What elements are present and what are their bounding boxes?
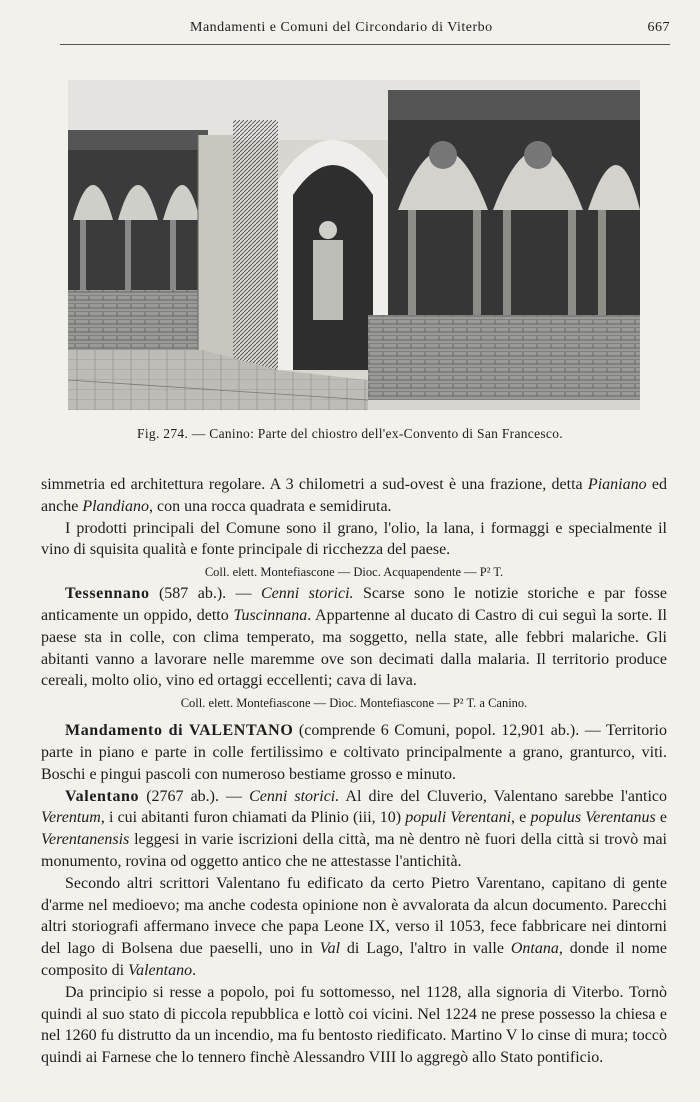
electoral-note-tessennano: Coll. elett. Montefiascone — Dioc. Montefiascone — P² T. a Canino. — [180, 696, 528, 711]
header-rule — [60, 44, 670, 45]
paragraph-mandamento-valentano: Mandamento di VALENTANO (comprende 6 Comuni, popol. 12,901 ab.). — Territorio parte in piano e parte in colle fertilissimo e coltivato principalmente a grano, granturco, viti. Boschi e pingui pascoli con numeroso bestiame grosso e minuto. — [41, 722, 667, 783]
page-header — [60, 20, 670, 42]
figure-caption: Fig. 274. — Canino: Parte del chiostro dell'ex-Convento di San Francesco. — [137, 426, 563, 441]
paragraph-history: Da principio si resse a popolo, poi fu sottomesso, nel 1128, alla signoria di Viterbo. Tornò quindi al suo stato di piccola repubblica e lottò coi vicini. Nel 1224 ne prese possesso la chiesa e nel 1260 fu distrutto da un incendio, ma fu bentosto riedificato. Martino V lo cinse di mura; toccò quindi ai Farnese che lo tennero finchè Alessandro VIII lo aggregò allo Stato pontificio. — [41, 983, 667, 1067]
paragraph-tessennano: Tessennano (587 ab.). — Cenni storici. Scarse sono le notizie storiche e par fosse anticamente un oppido, detto Tuscinnana. Appartenne al ducato di Castro di cui seguì la sorte. Il paese sta in colle, con clima temperato, ma soggetto, nella state, alle febbri malariche. Gli abitanti vanno a lavorare nelle maremme ove son decimati dalla malaria. Il territorio produce cereali, molto olio, vino ed ortaggi eccellenti; cava di lava. — [41, 585, 668, 690]
right-arcade — [368, 90, 640, 400]
paragraph-varentano: Secondo altri scrittori Valentano fu edificato da certo Pietro Varentano, capitano di gente d'arme nel medioevo; ma anche codesta opinione non è avvalorata da alcun documento. Parecchi altri storiografi affermano invece che papa Leone IX, verso il 1053, fece fabbricare nei dintorni del lago di Bolsena due paeselli, uno in Val di Lago, l'altro in valle Ontana, donde il nome composito di Valentano. — [41, 874, 667, 979]
electoral-note-canino: Coll. elett. Montefiascone — Dioc. Acquapendente — P² T. — [204, 565, 504, 580]
cloister-engraving — [68, 80, 640, 410]
left-arcade — [68, 150, 203, 350]
running-title: Mandamenti e Comuni del Circondario di Viterbo — [190, 20, 493, 35]
cloister-illustration — [68, 80, 640, 410]
page-number: 667 — [647, 20, 670, 35]
paragraph-products: I prodotti principali del Comune sono il grano, l'olio, la lana, i formaggi e specialmente il vino di squisita qualità e fonte principale di ricchezza del paese. — [41, 519, 667, 559]
body-text — [41, 474, 667, 1069]
paragraph-canino-end: simmetria ed architettura regolare. A 3 chilometri a sud-ovest è una frazione, detta Pianiano ed anche Plandiano, con una rocca quadrata e semidiruta. — [41, 476, 667, 515]
paragraph-valentano: Valentano (2767 ab.). — Cenni storici. Al dire del Cluverio, Valentano sarebbe l'antico Verentum, i cui abitanti furon chiamati da Plinio (iii, 10) populi Verentani, e populus Verentanus e Verentanensis leggesi in varie iscrizioni della città, ma nè dentro nè fuori della città si trovò mai monumento, rovina od oggetto antico che ne attestasse l'antichità. — [41, 787, 668, 870]
